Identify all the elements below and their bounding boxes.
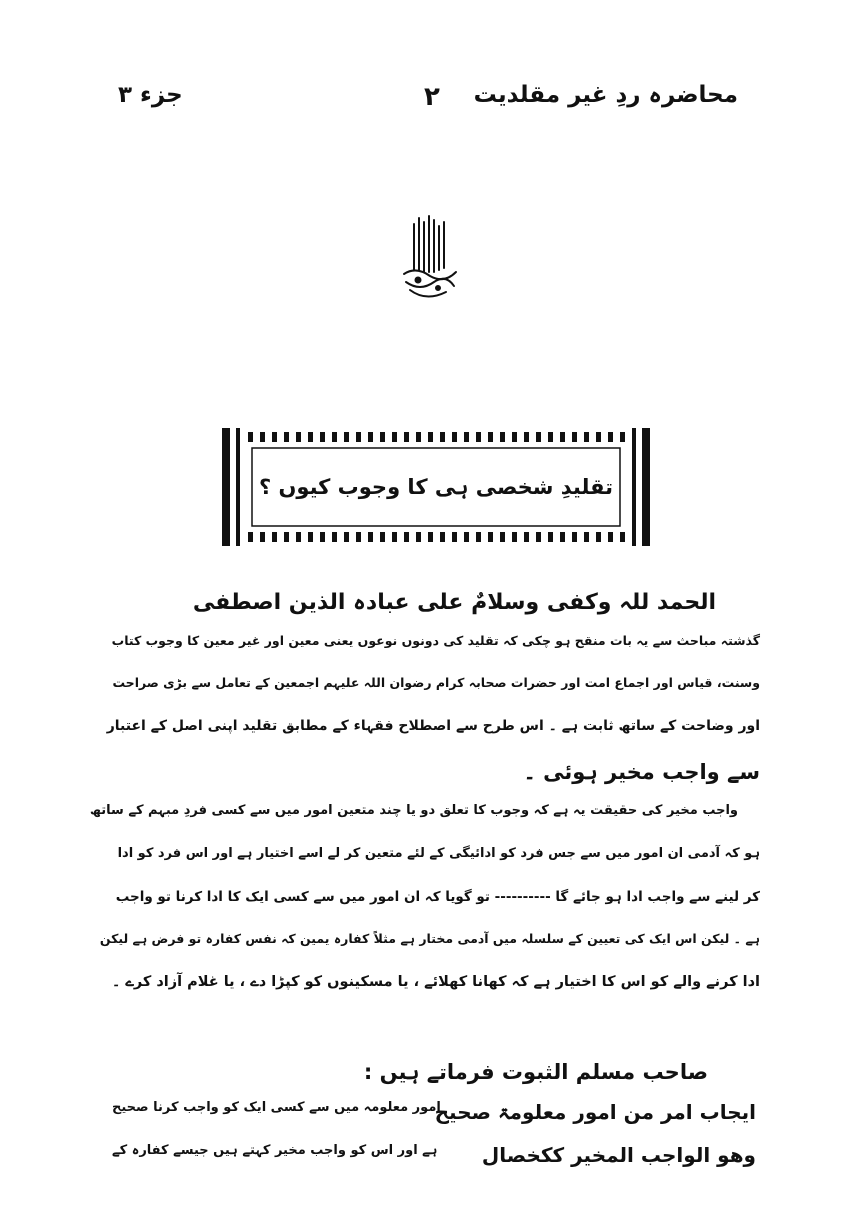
quote-translation: امور معلومہ میں سے کسی ایک کو واجب کرنا صحیح — [112, 1100, 441, 1115]
body-line: گذشتہ مباحث سے یہ بات منقح ہو چکی کہ تقلید کی دونوں نوعوں یعنی معین اور غیر معین کا وجوب کتاب — [111, 633, 760, 648]
body-line: واجب مخیر کی حقیقت یہ ہے کہ وجوب کا تعلق دو یا چند متعین امور میں سے کسی فردِ مبہم کے ساتھ — [89, 803, 738, 818]
body-line: سے واجب مخیر ہوئی ۔ — [523, 760, 760, 784]
quote-intro: صاحب مسلم الثبوت فرماتے ہیں : — [363, 1060, 708, 1084]
body-line: وسنت، قیاس اور اجماع امت اور حضرات صحابہ کرام رضوان اللہ علیہم اجمعین کے تعامل سے بڑی صراحت — [112, 675, 760, 690]
quote-arabic: ایجاب امر من امور معلومۃ صحیح — [434, 1100, 756, 1124]
quote-translation: ہے اور اس کو واجب مخیر کہتے ہیں جیسے کفارہ کے — [112, 1143, 438, 1158]
running-header-part: جزء ٣ — [118, 82, 183, 108]
body-line: ہے ۔ لیکن اس ایک کی تعیین کے سلسلہ میں آدمی مختار ہے مثلاً کفارہ یمین کہ نفس کفارہ تو فرض ہے لیکن — [99, 931, 760, 946]
body-line: ہو کہ آدمی ان امور میں سے جس فرد کو ادائیگی کے لئے متعین کر لے اسے اختیار ہے اور اس فرد کو ادا — [117, 846, 760, 861]
bismillah-calligraphy-icon — [396, 212, 464, 304]
page-heading: تقلیدِ شخصی ہی کا وجوب کیوں ؟ — [258, 475, 614, 499]
running-header-book-title: محاضرہ ردِ غیر مقلدیت — [473, 82, 738, 108]
quote-arabic: وھو الواجب المخیر ککخصال — [481, 1143, 756, 1167]
body-line: کر لینے سے واجب ادا ہو جائے گا ---------- تو گویا کہ ان امور میں سے کسی ایک کا ادا کرنا تو واجب — [115, 889, 760, 905]
opening-praise: الحمد للہ وکفی وسلامٌ علی عبادہ الذین اصطفی — [192, 590, 716, 615]
body-line: ادا کرنے والے کو اس کا اختیار ہے کہ کھانا کھلائے ، یا مسکینوں کو کپڑا دے ، یا غلام آزاد کرے ۔ — [111, 974, 760, 990]
body-line: اور وضاحت کے ساتھ ثابت ہے ۔ اس طرح سے اصطلاح فقہاء کے مطابق تقلید اپنی اصل کے اعتبار — [106, 718, 760, 734]
page-number: ٢ — [424, 82, 440, 112]
